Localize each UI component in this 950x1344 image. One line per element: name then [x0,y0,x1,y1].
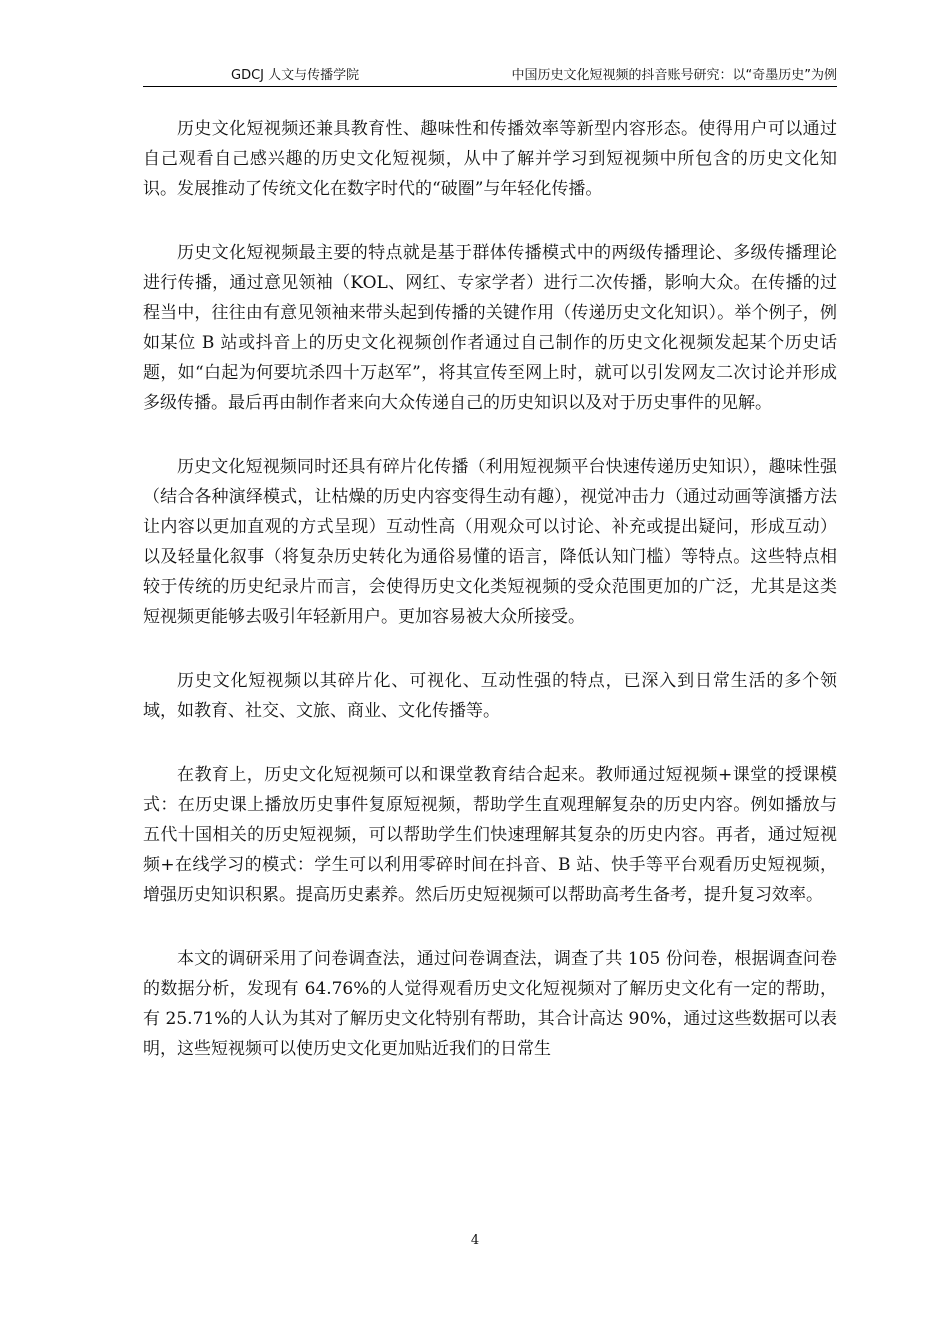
paragraph: 历史文化短视频同时还具有碎片化传播（利用短视频平台快速传递历史知识），趣味性强（结合各种演绎模式，让枯燥的历史内容变得生动有趣），视觉冲击力（通过动画等演播方法让内容以更加直观的方式呈现）互动性高（用观众可以讨论、补充或提出疑问，形成互动）以及轻量化叙事（将复杂历史转化为通俗易懂的语言，降低认知门槛）等特点。这些特点相较于传统的历史纪录片而言，会使得历史文化类短视频的受众范围更加的广泛，尤其是这类短视频更能够去吸引年轻新用户。更加容易被大众所接受。 [143,457,837,627]
paragraph: 历史文化短视频以其碎片化、可视化、互动性强的特点，已深入到日常生活的多个领域，如教育、社交、文旅、商业、文化传播等。 [143,671,837,721]
header-paper-title: 中国历史文化短视频的抖音账号研究：以“奇墨历史”为例 [511,68,837,83]
paragraph: 在教育上，历史文化短视频可以和课堂教育结合起来。教师通过短视频+课堂的授课模式：在历史课上播放历史事件复原短视频，帮助学生直观理解复杂的历史内容。例如播放与五代十国相关的历史短视频，可以帮助学生们快速理解其复杂的历史内容。再者，通过短视频+在线学习的模式：学生可以利用零碎时间在抖音、B 站、快手等平台观看历史短视频，增强历史知识积累。提高历史素养。然后历史短视频可以帮助高考生备考，提升复习效率。 [143,765,837,905]
paragraph: 本文的调研采用了问卷调查法，通过问卷调查法，调查了共 105 份问卷，根据调查问卷的数据分析，发现有 64.76%的人觉得观看历史文化短视频对了解历史文化有一定的帮助，有 25.71%的人认为其对了解历史文化特别有帮助，其合计高达 90%，通过这些数据可以表明，这些短视频可以使历史文化更加贴近我们的日常生 [143,949,837,1059]
paragraph: 历史文化短视频还兼具教育性、趣味性和传播效率等新型内容形态。使得用户可以通过自己观看自己感兴趣的历史文化短视频，从中了解并学习到短视频中所包含的历史文化知识。发展推动了传统文化在数字时代的“破圈”与年轻化传播。 [143,119,837,199]
paragraph: 历史文化短视频最主要的特点就是基于群体传播模式中的两级传播理论、多级传播理论进行传播，通过意见领袖（KOL、网红、专家学者）进行二次传播，影响大众。在传播的过程当中，往往由有意见领袖来带头起到传播的关键作用（传递历史文化知识）。举个例子，例如某位 B 站或抖音上的历史文化视频创作者通过自己制作的历史文化视频发起某个历史话题，如“白起为何要坑杀四十万赵军”，将其宣传至网上时，就可以引发网友二次讨论并形成多级传播。最后再由制作者来向大众传递自己的历史知识以及对于历史事件的见解。 [143,243,837,413]
page-number: 4 [470,1233,480,1248]
body-text [143,114,837,1098]
page-header [143,64,837,87]
header-institution: GDCJ 人文与传播学院 [231,68,360,83]
